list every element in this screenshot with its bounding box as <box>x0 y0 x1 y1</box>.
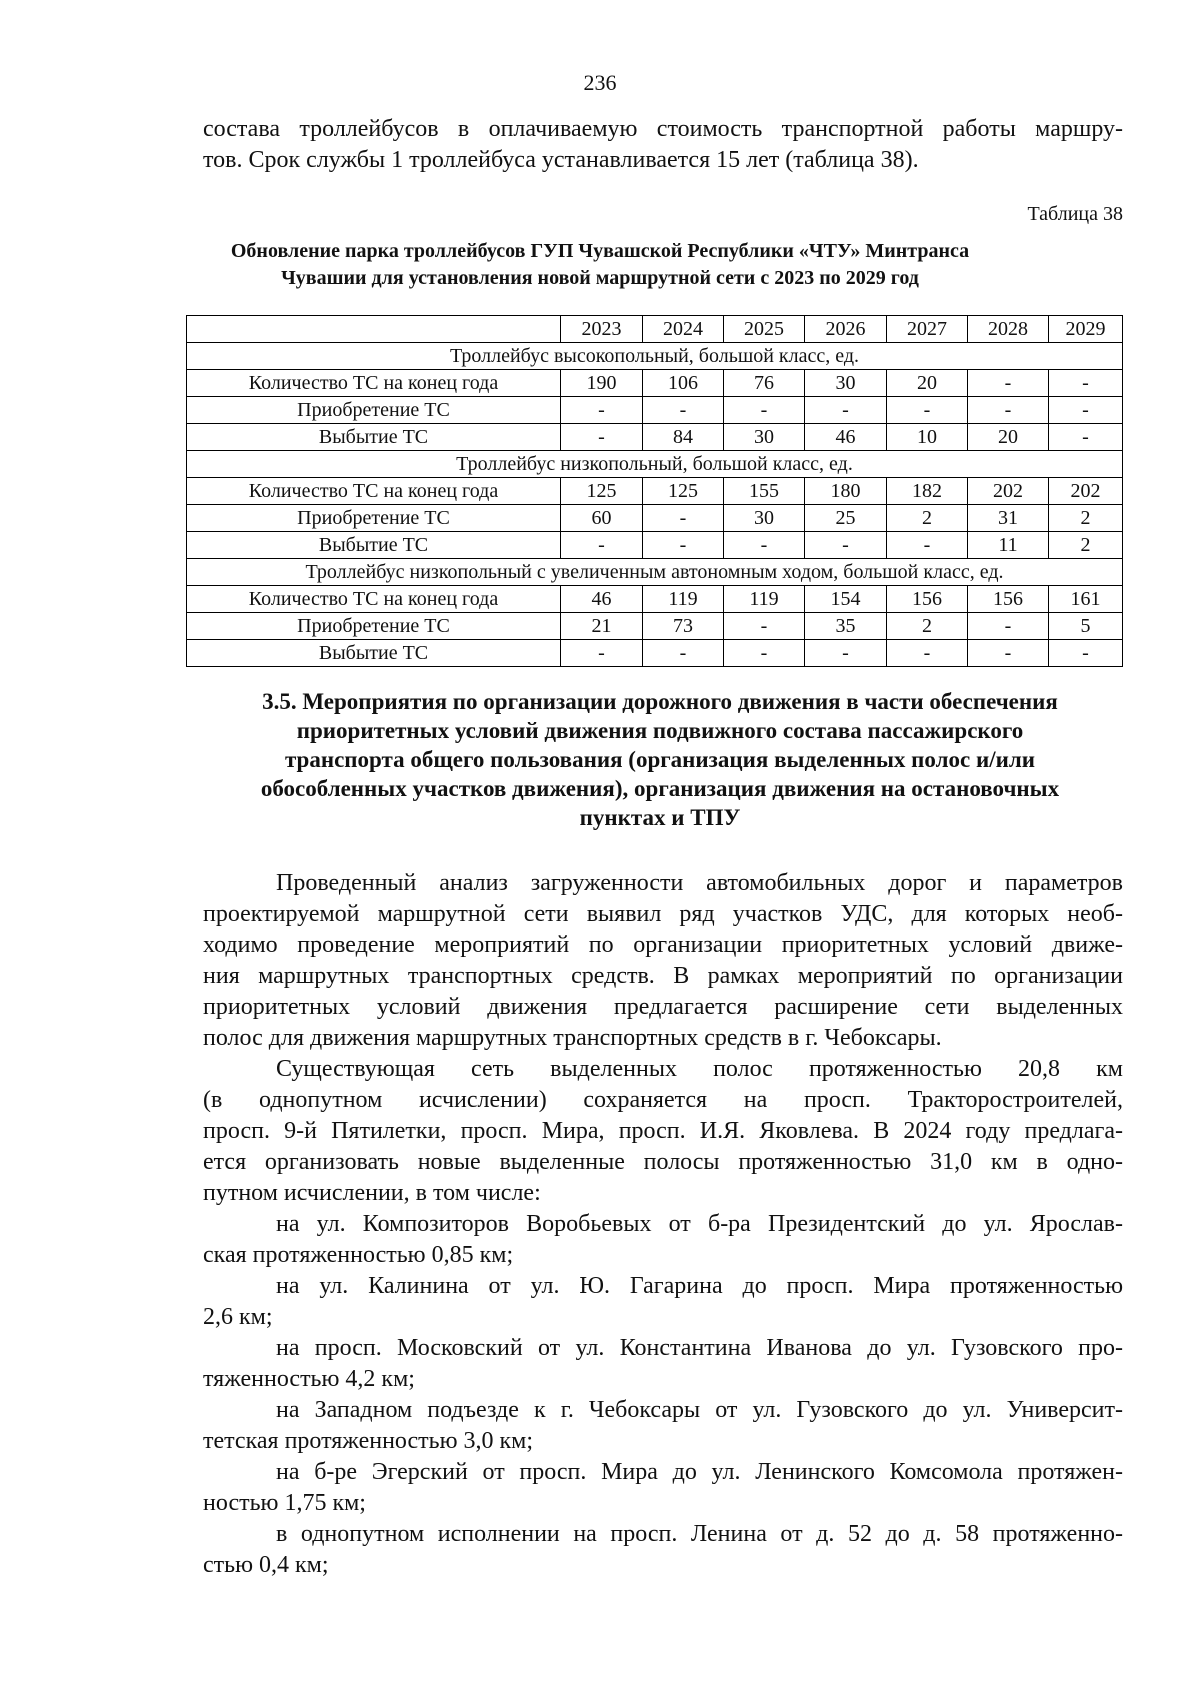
value-cell: 125 <box>643 478 724 505</box>
value-cell: - <box>1049 640 1123 667</box>
value-cell: 202 <box>1049 478 1123 505</box>
value-cell: - <box>724 532 805 559</box>
text-line: тетская протяженностью 3,0 км; <box>203 1428 534 1454</box>
section-heading <box>195 687 1125 832</box>
value-cell: 2 <box>887 613 968 640</box>
section-heading-line: 3.5. Мероприятия по организации дорожного движения в части обеспечения <box>262 689 1058 714</box>
year-header-cell: 2027 <box>887 316 968 343</box>
value-cell: - <box>968 613 1049 640</box>
text-line: полос для движения маршрутных транспортных средств в г. Чебоксары. <box>203 1025 942 1051</box>
text-line: на Западном подъезде к г. Чебоксары от ул. Гузовского до ул. Университ- <box>276 1397 1123 1423</box>
value-cell: - <box>968 640 1049 667</box>
year-header-cell: 2023 <box>561 316 643 343</box>
table-row <box>187 397 1123 424</box>
table-row <box>187 532 1123 559</box>
value-cell: 46 <box>805 424 887 451</box>
value-cell: - <box>643 505 724 532</box>
value-cell: - <box>561 532 643 559</box>
row-label-cell: Количество ТС на конец года <box>187 370 561 397</box>
value-cell: 10 <box>887 424 968 451</box>
text-line: Существующая сеть выделенных полос протяженностью 20,8 км <box>276 1056 1123 1082</box>
value-cell: 106 <box>643 370 724 397</box>
text-line: на ул. Композиторов Воробьевых от б-ра Президентский до ул. Ярослав- <box>276 1211 1123 1237</box>
intro-paragraph <box>203 114 1123 176</box>
table-row <box>187 586 1123 613</box>
row-label-cell: Выбытие ТС <box>187 640 561 667</box>
value-cell: 119 <box>643 586 724 613</box>
value-cell: - <box>805 640 887 667</box>
row-label-cell: Выбытие ТС <box>187 532 561 559</box>
text-line: на просп. Московский от ул. Константина Иванова до ул. Гузовского про- <box>276 1335 1123 1361</box>
year-header-cell: 2028 <box>968 316 1049 343</box>
table-row <box>187 505 1123 532</box>
row-label-cell: Приобретение ТС <box>187 613 561 640</box>
value-cell: 84 <box>643 424 724 451</box>
table-row <box>187 478 1123 505</box>
value-cell: 76 <box>724 370 805 397</box>
group-title-row <box>187 559 1123 586</box>
value-cell: - <box>805 532 887 559</box>
value-cell: 154 <box>805 586 887 613</box>
text-line: Проведенный анализ загруженности автомобильных дорог и параметров <box>276 870 1123 896</box>
value-cell: 60 <box>561 505 643 532</box>
value-cell: - <box>1049 397 1123 424</box>
value-cell: 5 <box>1049 613 1123 640</box>
text-line: тов. Срок службы 1 троллейбуса устанавливается 15 лет (таблица 38). <box>203 147 919 173</box>
value-cell: 119 <box>724 586 805 613</box>
text-line: приоритетных условий движения предлагается расширение сети выделенных <box>203 994 1123 1020</box>
value-cell: 30 <box>724 424 805 451</box>
row-label-cell: Количество ТС на конец года <box>187 478 561 505</box>
text-line: путном исчислении, в том числе: <box>203 1180 541 1206</box>
value-cell: - <box>1049 424 1123 451</box>
value-cell: - <box>1049 370 1123 397</box>
value-cell: - <box>805 397 887 424</box>
group-title-cell: Троллейбус низкопольный с увеличенным автономным ходом, большой класс, ед. <box>187 559 1123 586</box>
table-row <box>187 613 1123 640</box>
table-caption-label: Таблица 38 <box>1027 203 1123 225</box>
value-cell: 2 <box>1049 532 1123 559</box>
value-cell: 35 <box>805 613 887 640</box>
section-heading-line: приоритетных условий движения подвижного состава пассажирского <box>296 718 1024 743</box>
value-cell: - <box>887 532 968 559</box>
row-label-cell: Выбытие ТС <box>187 424 561 451</box>
section-heading-line: обособленных участков движения), организация движения на остановочных <box>260 776 1060 801</box>
value-cell: 156 <box>887 586 968 613</box>
value-cell: - <box>887 397 968 424</box>
table-title <box>180 238 1020 292</box>
text-line: проектируемой маршрутной сети выявил ряд участков УДС, для которых необ- <box>203 901 1123 927</box>
fleet-renewal-table <box>186 315 1123 667</box>
text-line: состава троллейбусов в оплачиваемую стоимость транспортной работы маршру- <box>203 116 1123 142</box>
value-cell: - <box>724 397 805 424</box>
value-cell: - <box>968 370 1049 397</box>
value-cell: 30 <box>724 505 805 532</box>
value-cell: 155 <box>724 478 805 505</box>
value-cell: 21 <box>561 613 643 640</box>
value-cell: - <box>561 397 643 424</box>
value-cell: 11 <box>968 532 1049 559</box>
header-blank-cell <box>187 316 561 343</box>
value-cell: 190 <box>561 370 643 397</box>
value-cell: - <box>643 532 724 559</box>
text-line: 2,6 км; <box>203 1304 273 1330</box>
table-row <box>187 370 1123 397</box>
text-line: ская протяженностью 0,85 км; <box>203 1242 514 1268</box>
group-title-cell: Троллейбус высокопольный, большой класс, ед. <box>187 343 1123 370</box>
value-cell: - <box>724 613 805 640</box>
text-line: в однопутном исполнении на просп. Ленина от д. 52 до д. 58 протяженно- <box>276 1521 1123 1547</box>
text-line: просп. 9-й Пятилетки, просп. Мира, просп. И.Я. Яковлева. В 2024 году предлага- <box>203 1118 1123 1144</box>
value-cell: 73 <box>643 613 724 640</box>
text-line: (в однопутном исчислении) сохраняется на просп. Тракторостроителей, <box>203 1087 1123 1113</box>
row-label-cell: Приобретение ТС <box>187 397 561 424</box>
year-header-cell: 2024 <box>643 316 724 343</box>
text-line: на ул. Калинина от ул. Ю. Гагарина до просп. Мира протяженностью <box>276 1273 1123 1299</box>
group-title-row <box>187 451 1123 478</box>
table-row <box>187 640 1123 667</box>
text-line: ностью 1,75 км; <box>203 1490 366 1516</box>
section-heading-line: пунктах и ТПУ <box>579 805 741 830</box>
group-title-cell: Троллейбус низкопольный, большой класс, ед. <box>187 451 1123 478</box>
value-cell: 180 <box>805 478 887 505</box>
year-header-cell: 2025 <box>724 316 805 343</box>
value-cell: - <box>561 424 643 451</box>
value-cell: - <box>643 640 724 667</box>
value-cell: 156 <box>968 586 1049 613</box>
value-cell: - <box>968 397 1049 424</box>
row-label-cell: Приобретение ТС <box>187 505 561 532</box>
text-line: на б-ре Эгерский от просп. Мира до ул. Ленинского Комсомола протяжен- <box>276 1459 1123 1485</box>
text-line: ходимо проведение мероприятий по организации приоритетных условий движе- <box>203 932 1123 958</box>
table-row <box>187 424 1123 451</box>
value-cell: 25 <box>805 505 887 532</box>
table-title-line: Обновление парка троллейбусов ГУП Чувашской Республики «ЧТУ» Минтранса <box>230 240 970 262</box>
value-cell: 202 <box>968 478 1049 505</box>
year-header-cell: 2029 <box>1049 316 1123 343</box>
value-cell: 182 <box>887 478 968 505</box>
value-cell: 2 <box>887 505 968 532</box>
section-heading-line: транспорта общего пользования (организация выделенных полос и/или <box>284 747 1036 772</box>
value-cell: 30 <box>805 370 887 397</box>
table-header-row <box>187 316 1123 343</box>
text-line: стью 0,4 км; <box>203 1552 329 1578</box>
year-header-cell: 2026 <box>805 316 887 343</box>
value-cell: 161 <box>1049 586 1123 613</box>
text-line: тяженностью 4,2 км; <box>203 1366 415 1392</box>
value-cell: - <box>561 640 643 667</box>
value-cell: - <box>643 397 724 424</box>
value-cell: 46 <box>561 586 643 613</box>
text-line: ния маршрутных транспортных средств. В рамках мероприятий по организации <box>203 963 1123 989</box>
value-cell: 2 <box>1049 505 1123 532</box>
value-cell: 20 <box>887 370 968 397</box>
value-cell: - <box>887 640 968 667</box>
value-cell: 125 <box>561 478 643 505</box>
page-number: 236 <box>583 70 617 95</box>
value-cell: 20 <box>968 424 1049 451</box>
value-cell: 31 <box>968 505 1049 532</box>
text-line: ется организовать новые выделенные полосы протяженностью 31,0 км в одно- <box>203 1149 1123 1175</box>
value-cell: - <box>724 640 805 667</box>
table-title-line: Чувашии для установления новой маршрутной сети с 2023 по 2029 год <box>281 267 919 289</box>
group-title-row <box>187 343 1123 370</box>
row-label-cell: Количество ТС на конец года <box>187 586 561 613</box>
section-body <box>203 868 1123 1581</box>
